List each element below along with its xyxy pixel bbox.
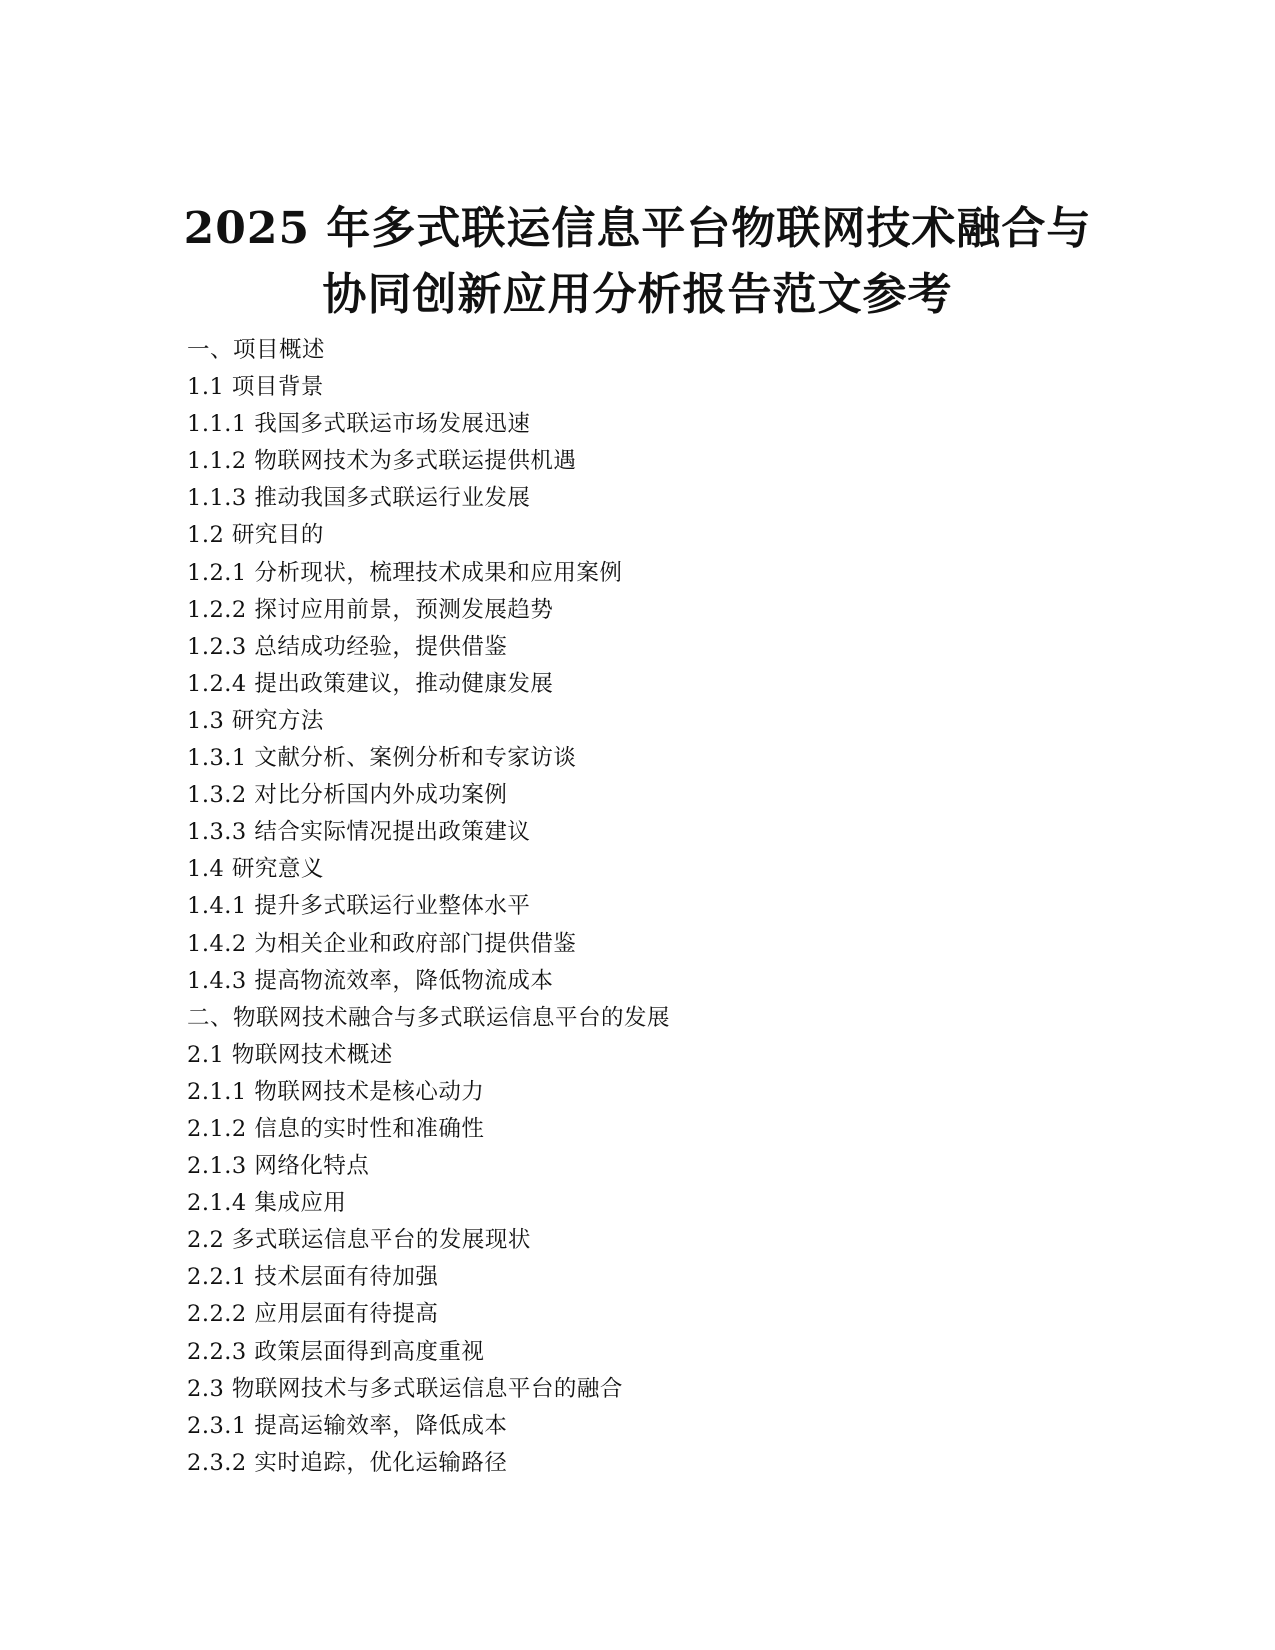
toc-entry: 1.2.3 总结成功经验，提供借鉴 <box>187 633 508 660</box>
toc-entry: 1.1.2 物联网技术为多式联运提供机遇 <box>187 448 577 475</box>
toc-entry: 2.1.4 集成应用 <box>187 1190 347 1217</box>
toc-entry: 1.2.2 探讨应用前景，预测发展趋势 <box>187 596 554 623</box>
toc-entry: 1.3.2 对比分析国内外成功案例 <box>187 782 508 809</box>
toc-entry: 1.4.2 为相关企业和政府部门提供借鉴 <box>187 930 577 957</box>
toc-entry: 2.3.2 实时追踪，优化运输路径 <box>187 1449 508 1476</box>
toc-entry: 1.3 研究方法 <box>187 707 324 734</box>
toc-entry: 二、物联网技术融合与多式联运信息平台的发展 <box>187 1004 671 1031</box>
toc-entry: 1.3.3 结合实际情况提出政策建议 <box>187 819 531 846</box>
toc-entry: 2.3 物联网技术与多式联运信息平台的融合 <box>187 1375 623 1402</box>
toc-entry: 2.3.1 提高运输效率，降低成本 <box>187 1412 508 1439</box>
toc-entry: 2.2.1 技术层面有待加强 <box>187 1264 439 1291</box>
toc-entry: 1.1.1 我国多式联运市场发展迅速 <box>187 411 531 438</box>
title-line-2: 协同创新应用分析报告范文参考 <box>322 269 953 320</box>
toc-entry: 1.4.1 提升多式联运行业整体水平 <box>187 893 531 920</box>
toc-entry: 1.1 项目背景 <box>187 374 324 401</box>
table-of-contents <box>187 332 1187 1482</box>
document-title <box>120 196 1155 328</box>
title-line-1: 2025 年多式联运信息平台物联网技术融合与 <box>183 203 1092 254</box>
toc-entry: 一、项目概述 <box>187 337 326 363</box>
toc-entry: 1.2.1 分析现状，梳理技术成果和应用案例 <box>187 559 623 586</box>
toc-entry: 1.4.3 提高物流效率，降低物流成本 <box>187 967 554 994</box>
toc-entry: 2.1.2 信息的实时性和准确性 <box>187 1115 485 1142</box>
toc-entry: 1.4 研究意义 <box>187 856 324 883</box>
toc-entry: 1.2 研究目的 <box>187 522 324 549</box>
toc-entry: 2.2.3 政策层面得到高度重视 <box>187 1338 485 1365</box>
toc-entry: 2.1.1 物联网技术是核心动力 <box>187 1078 485 1105</box>
toc-entry: 2.1 物联网技术概述 <box>187 1041 393 1068</box>
toc-entry: 1.3.1 文献分析、案例分析和专家访谈 <box>187 745 577 772</box>
toc-entry: 1.2.4 提出政策建议，推动健康发展 <box>187 670 554 697</box>
toc-entry: 1.1.3 推动我国多式联运行业发展 <box>187 485 531 512</box>
toc-entry: 2.2 多式联运信息平台的发展现状 <box>187 1227 531 1254</box>
toc-entry: 2.1.3 网络化特点 <box>187 1153 370 1180</box>
toc-entry: 2.2.2 应用层面有待提高 <box>187 1301 439 1328</box>
